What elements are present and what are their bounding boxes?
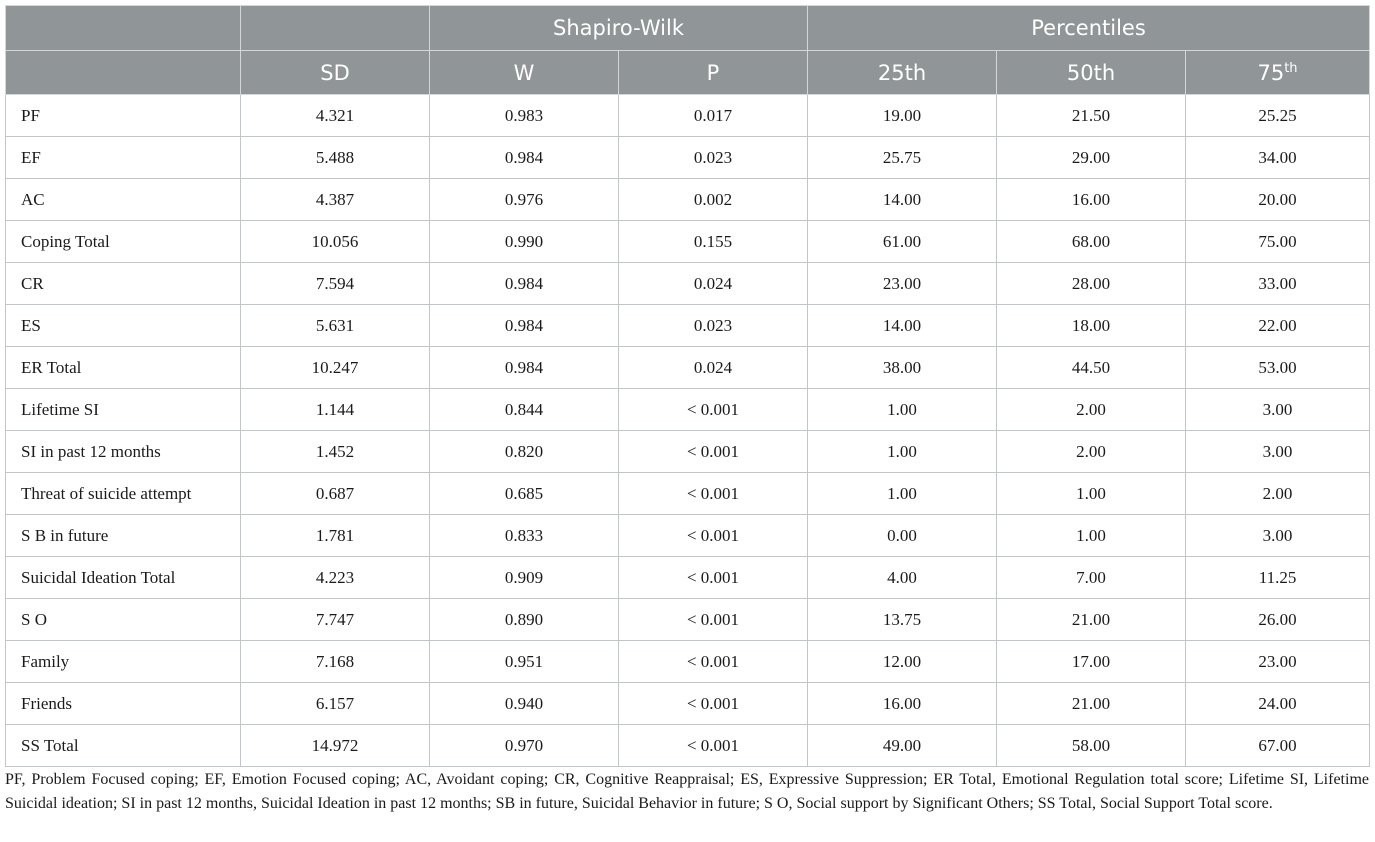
cell-w: 0.984 (430, 347, 619, 389)
cell-w: 0.990 (430, 221, 619, 263)
table-header (6, 6, 1370, 95)
cell-sd: 1.144 (241, 389, 430, 431)
cell-p50: 1.00 (997, 515, 1186, 557)
cell-p50: 2.00 (997, 431, 1186, 473)
cell-p75: 34.00 (1186, 137, 1370, 179)
cell-p25: 49.00 (808, 725, 997, 767)
cell-p75: 2.00 (1186, 473, 1370, 515)
cell-p75: 75.00 (1186, 221, 1370, 263)
cell-p50: 17.00 (997, 641, 1186, 683)
table-row (6, 725, 1370, 767)
row-label: S B in future (6, 515, 241, 557)
row-label: Coping Total (6, 221, 241, 263)
cell-p50: 68.00 (997, 221, 1186, 263)
cell-p75: 11.25 (1186, 557, 1370, 599)
table-body (6, 95, 1370, 767)
cell-p50: 28.00 (997, 263, 1186, 305)
cell-sd: 7.747 (241, 599, 430, 641)
cell-p75: 23.00 (1186, 641, 1370, 683)
header-stub (6, 6, 241, 51)
cell-w: 0.909 (430, 557, 619, 599)
cell-p50: 16.00 (997, 179, 1186, 221)
table-row (6, 179, 1370, 221)
table-row (6, 305, 1370, 347)
cell-sd: 1.452 (241, 431, 430, 473)
cell-p75: 24.00 (1186, 683, 1370, 725)
cell-sd: 4.223 (241, 557, 430, 599)
cell-sd: 4.387 (241, 179, 430, 221)
row-label: PF (6, 95, 241, 137)
cell-p50: 18.00 (997, 305, 1186, 347)
cell-w: 0.844 (430, 389, 619, 431)
row-label: CR (6, 263, 241, 305)
cell-p50: 21.50 (997, 95, 1186, 137)
statistics-table (5, 5, 1370, 767)
cell-p: < 0.001 (619, 641, 808, 683)
header-25th: 25th (808, 51, 997, 95)
table-row (6, 473, 1370, 515)
row-label: EF (6, 137, 241, 179)
cell-p50: 29.00 (997, 137, 1186, 179)
header-sd-group (241, 6, 430, 51)
cell-p25: 1.00 (808, 389, 997, 431)
cell-p75: 26.00 (1186, 599, 1370, 641)
cell-w: 0.890 (430, 599, 619, 641)
cell-w: 0.820 (430, 431, 619, 473)
cell-p25: 14.00 (808, 305, 997, 347)
row-label: S O (6, 599, 241, 641)
header-75th-number: 75 (1257, 60, 1285, 85)
cell-sd: 5.488 (241, 137, 430, 179)
table-row (6, 557, 1370, 599)
cell-w: 0.951 (430, 641, 619, 683)
table-row (6, 347, 1370, 389)
cell-p75: 25.25 (1186, 95, 1370, 137)
cell-p50: 1.00 (997, 473, 1186, 515)
cell-p25: 1.00 (808, 473, 997, 515)
row-label: ER Total (6, 347, 241, 389)
row-label: Lifetime SI (6, 389, 241, 431)
row-label: SI in past 12 months (6, 431, 241, 473)
cell-p: < 0.001 (619, 473, 808, 515)
table-footnote: PF, Problem Focused coping; EF, Emotion Focused coping; AC, Avoidant coping; CR, Cognitive Reappraisal; ES, Expressive Suppression; ER Total, Emotional Regulation total score; Lifetime SI, Lifetime Suicidal ideation; SI in past 12 months, Suicidal Ideation in past 12 months; SB in future, Suicidal Behavior in future; S O, Social support by Significant Others; SS Total, Social Support Total score. (5, 771, 1369, 812)
cell-p50: 21.00 (997, 599, 1186, 641)
table-row (6, 137, 1370, 179)
cell-p: 0.023 (619, 137, 808, 179)
cell-w: 0.983 (430, 95, 619, 137)
table-row (6, 221, 1370, 263)
cell-p25: 12.00 (808, 641, 997, 683)
table-row (6, 431, 1370, 473)
header-percentiles: Percentiles (808, 6, 1370, 51)
header-group-row (6, 6, 1370, 51)
row-label: Friends (6, 683, 241, 725)
cell-p: 0.017 (619, 95, 808, 137)
cell-w: 0.970 (430, 725, 619, 767)
table-row (6, 515, 1370, 557)
header-75th (1186, 51, 1370, 95)
cell-p: < 0.001 (619, 515, 808, 557)
table-row (6, 95, 1370, 137)
cell-p75: 53.00 (1186, 347, 1370, 389)
cell-p: 0.024 (619, 347, 808, 389)
cell-p75: 3.00 (1186, 389, 1370, 431)
cell-p25: 61.00 (808, 221, 997, 263)
cell-sd: 5.631 (241, 305, 430, 347)
row-label: Threat of suicide attempt (6, 473, 241, 515)
cell-p25: 16.00 (808, 683, 997, 725)
cell-p75: 22.00 (1186, 305, 1370, 347)
cell-sd: 10.056 (241, 221, 430, 263)
header-column-row (6, 51, 1370, 95)
cell-p50: 58.00 (997, 725, 1186, 767)
cell-p50: 7.00 (997, 557, 1186, 599)
cell-w: 0.984 (430, 137, 619, 179)
cell-sd: 4.321 (241, 95, 430, 137)
header-w: W (430, 51, 619, 95)
cell-p: < 0.001 (619, 557, 808, 599)
cell-p: < 0.001 (619, 389, 808, 431)
cell-p: < 0.001 (619, 599, 808, 641)
cell-w: 0.685 (430, 473, 619, 515)
header-sd: SD (241, 51, 430, 95)
cell-p25: 38.00 (808, 347, 997, 389)
cell-p75: 3.00 (1186, 515, 1370, 557)
header-p: P (619, 51, 808, 95)
cell-p: < 0.001 (619, 431, 808, 473)
cell-p25: 1.00 (808, 431, 997, 473)
cell-p: 0.024 (619, 263, 808, 305)
cell-p75: 33.00 (1186, 263, 1370, 305)
table-row (6, 683, 1370, 725)
cell-p25: 0.00 (808, 515, 997, 557)
cell-sd: 7.168 (241, 641, 430, 683)
cell-sd: 6.157 (241, 683, 430, 725)
cell-p75: 67.00 (1186, 725, 1370, 767)
cell-w: 0.984 (430, 305, 619, 347)
cell-p25: 14.00 (808, 179, 997, 221)
row-label: Suicidal Ideation Total (6, 557, 241, 599)
cell-p: 0.155 (619, 221, 808, 263)
cell-p25: 25.75 (808, 137, 997, 179)
cell-p: 0.023 (619, 305, 808, 347)
header-shapiro-wilk: Shapiro-Wilk (430, 6, 808, 51)
cell-w: 0.833 (430, 515, 619, 557)
row-label: SS Total (6, 725, 241, 767)
header-50th: 50th (997, 51, 1186, 95)
cell-p75: 20.00 (1186, 179, 1370, 221)
table-row (6, 641, 1370, 683)
cell-p50: 2.00 (997, 389, 1186, 431)
cell-sd: 1.781 (241, 515, 430, 557)
row-label: AC (6, 179, 241, 221)
table-row (6, 599, 1370, 641)
cell-w: 0.976 (430, 179, 619, 221)
cell-p50: 21.00 (997, 683, 1186, 725)
header-75th-suffix: th (1284, 60, 1298, 76)
header-stub-blank (6, 51, 241, 95)
cell-p75: 3.00 (1186, 431, 1370, 473)
cell-p25: 4.00 (808, 557, 997, 599)
cell-p: 0.002 (619, 179, 808, 221)
cell-sd: 14.972 (241, 725, 430, 767)
cell-p25: 13.75 (808, 599, 997, 641)
cell-sd: 10.247 (241, 347, 430, 389)
cell-p25: 23.00 (808, 263, 997, 305)
row-label: ES (6, 305, 241, 347)
cell-p: < 0.001 (619, 683, 808, 725)
table-row (6, 389, 1370, 431)
row-label: Family (6, 641, 241, 683)
cell-p50: 44.50 (997, 347, 1186, 389)
cell-p: < 0.001 (619, 725, 808, 767)
table-row (6, 263, 1370, 305)
cell-w: 0.984 (430, 263, 619, 305)
cell-p25: 19.00 (808, 95, 997, 137)
cell-sd: 7.594 (241, 263, 430, 305)
cell-sd: 0.687 (241, 473, 430, 515)
cell-w: 0.940 (430, 683, 619, 725)
